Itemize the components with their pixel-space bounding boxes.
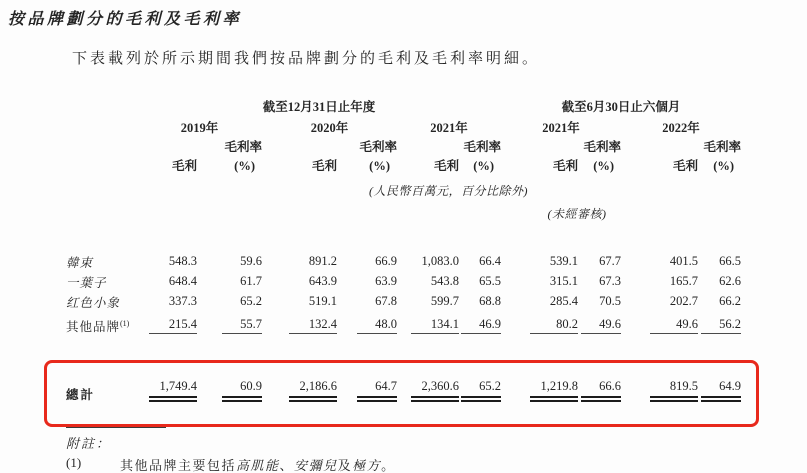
- unaudited-note: (未經審核): [547, 207, 607, 222]
- empty-cell: [52, 92, 137, 114]
- value-cell: 202.7: [669, 293, 699, 308]
- brand-name-jifang: 極方: [352, 458, 382, 473]
- total-label: 總計: [66, 387, 96, 402]
- value-cell: 80.2: [501, 310, 578, 334]
- year-header-2022-interim: 2022年: [662, 120, 700, 135]
- total-value-cell: 1,219.8: [501, 372, 578, 402]
- footnote-ref: (1): [120, 318, 130, 328]
- value-cell: 132.4: [262, 310, 337, 334]
- value-cell: 66.9: [375, 253, 397, 268]
- empty-cell: [52, 135, 137, 154]
- brand-label: 韓束: [66, 255, 94, 270]
- gross-profit-header: 毛利: [311, 158, 337, 173]
- total-value-cell: 66.6: [578, 372, 621, 402]
- value-cell: 315.1: [549, 273, 579, 288]
- footnotes-heading: 附註：: [66, 436, 112, 451]
- value-cell: 337.3: [168, 293, 197, 308]
- margin-label-row: [52, 135, 741, 154]
- gross-profit-header: 毛利: [433, 158, 459, 173]
- value-cell: 70.5: [599, 293, 622, 308]
- value-cell: 285.4: [549, 293, 579, 308]
- period-header-interim: 截至6月30日止六個月: [561, 99, 681, 114]
- margin-header: 毛利率: [224, 139, 262, 154]
- footnote-divider: [66, 427, 166, 428]
- total-value-cell: 65.2: [459, 372, 501, 402]
- brand-label: 一葉子: [66, 275, 107, 290]
- total-value-cell: 819.5: [621, 372, 698, 402]
- margin-pct-header: (%): [473, 158, 495, 173]
- gross-profit-header: 毛利: [553, 158, 579, 173]
- value-cell: 68.8: [479, 293, 502, 308]
- table-row-redelephant: [52, 290, 741, 310]
- footnote-number: (1): [66, 455, 82, 470]
- value-cell: 46.9: [459, 310, 501, 334]
- brand-label: 红色小象: [66, 295, 121, 310]
- value-cell: 1,083.0: [421, 253, 459, 268]
- value-cell: 61.7: [240, 273, 262, 288]
- value-cell: 643.9: [308, 273, 337, 288]
- period-header-annual: 截至12月31日止年度: [262, 99, 376, 114]
- margin-pct-header: (%): [369, 158, 390, 173]
- value-cell: 66.5: [719, 253, 742, 268]
- margin-header: 毛利率: [359, 139, 397, 154]
- value-cell: 67.8: [375, 293, 397, 308]
- total-row: [52, 372, 741, 402]
- value-cell: 215.4: [137, 310, 197, 334]
- total-value-cell: 1,749.4: [137, 372, 197, 402]
- margin-header: 毛利率: [463, 139, 502, 154]
- value-cell: 648.4: [168, 273, 197, 288]
- margin-pct-header: (%): [593, 158, 615, 173]
- total-value-cell: 2,360.6: [397, 372, 459, 402]
- value-cell: 67.7: [599, 253, 622, 268]
- margin-header: 毛利率: [703, 139, 742, 154]
- year-header-2020: 2020年: [310, 120, 349, 135]
- value-cell: 134.1: [397, 310, 459, 334]
- year-header-2019: 2019年: [180, 120, 219, 135]
- table-row-yiyezi: [52, 270, 741, 290]
- table-row-otherbrands: [52, 310, 741, 334]
- value-cell: 67.3: [599, 273, 622, 288]
- margin-pct-header: (%): [234, 158, 255, 173]
- value-cell: 401.5: [669, 253, 699, 268]
- value-cell: 48.0: [337, 310, 397, 334]
- subheader-row: [52, 154, 741, 173]
- value-cell: 56.2: [698, 310, 741, 334]
- value-cell: 891.2: [308, 253, 337, 268]
- empty-cell: [52, 114, 137, 135]
- empty-cell: [52, 154, 137, 173]
- value-cell: 165.7: [669, 273, 699, 288]
- year-header-2021-interim: 2021年: [542, 120, 580, 135]
- footnote-text: 其他品牌主要包括高肌能、安彌兒及極方。: [120, 458, 396, 473]
- brand-name-anmier: 安彌兒: [294, 458, 338, 473]
- unit-note-row: [52, 173, 741, 199]
- unit-note: (人民幣百萬元，百分比除外): [369, 184, 528, 199]
- value-cell: 55.7: [197, 310, 262, 334]
- year-header-2021: 2021年: [430, 120, 468, 135]
- footnote-item: [66, 455, 396, 473]
- gross-profit-table: [52, 92, 741, 402]
- year-header-row: [52, 114, 741, 135]
- intro-paragraph: 下表載列於所示期間我們按品牌劃分的毛利及毛利率明細。: [72, 51, 541, 67]
- gross-profit-header: 毛利: [673, 158, 699, 173]
- period-header-row: [52, 92, 741, 114]
- value-cell: 49.6: [621, 310, 698, 334]
- total-value-cell: 60.9: [197, 372, 262, 402]
- brand-name-gaojineng: 高肌能: [236, 458, 280, 473]
- value-cell: 63.9: [375, 273, 397, 288]
- gross-profit-header: 毛利: [171, 158, 197, 173]
- value-cell: 62.6: [719, 273, 742, 288]
- value-cell: 543.8: [430, 273, 459, 288]
- value-cell: 49.6: [578, 310, 621, 334]
- total-value-cell: 64.9: [698, 372, 741, 402]
- value-cell: 65.5: [479, 273, 502, 288]
- total-value-cell: 64.7: [337, 372, 397, 402]
- margin-pct-header: (%): [713, 158, 735, 173]
- value-cell: 539.1: [549, 253, 579, 268]
- page-title: 按品牌劃分的毛利及毛利率: [8, 11, 243, 28]
- table-row-hanshu: [52, 250, 741, 270]
- total-value-cell: 2,186.6: [262, 372, 337, 402]
- value-cell: 548.3: [168, 253, 197, 268]
- value-cell: 66.4: [479, 253, 502, 268]
- value-cell: 599.7: [430, 293, 459, 308]
- spacer-row: [52, 334, 741, 372]
- unaudited-note-row: [52, 199, 741, 222]
- margin-header: 毛利率: [583, 139, 622, 154]
- value-cell: 59.6: [240, 253, 262, 268]
- spacer-row: [52, 222, 741, 250]
- value-cell: 66.2: [719, 293, 742, 308]
- brand-label: 其他品牌: [66, 319, 121, 334]
- value-cell: 65.2: [240, 293, 262, 308]
- value-cell: 519.1: [308, 293, 337, 308]
